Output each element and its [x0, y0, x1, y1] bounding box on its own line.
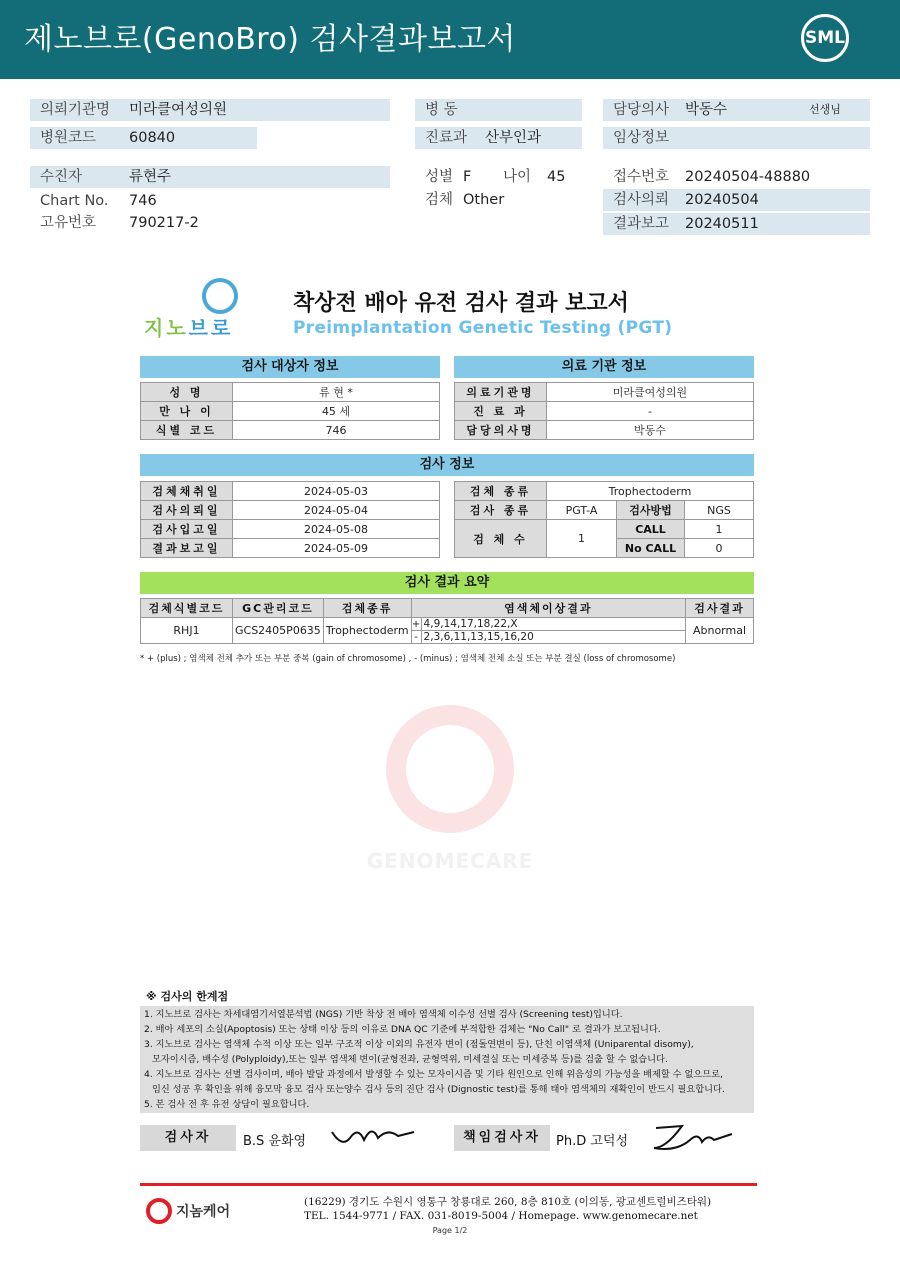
- limitations-title: ※ 검사의 한계점: [146, 990, 229, 1003]
- table-row: 검사입고일 2024-05-08: [141, 520, 440, 539]
- subject-table: [140, 382, 440, 440]
- receipt-field: 접수번호 20240504-48880: [603, 166, 870, 188]
- summary-header: 검사 결과 요약: [140, 572, 754, 594]
- summary-table: [140, 598, 754, 644]
- request-field: 검사의뢰 20240504: [603, 189, 870, 211]
- receipt-value: 20240504-48880: [685, 169, 811, 185]
- test-info-header: 검사 정보: [140, 454, 754, 476]
- tester-signature: [328, 1118, 418, 1154]
- loss-chromosomes: 2,3,6,11,13,15,16,20: [421, 631, 685, 644]
- table-row: 검 체 수 1 CALL 1: [455, 520, 754, 539]
- id-value: 790217-2: [129, 215, 199, 231]
- footer-divider: [140, 1183, 757, 1186]
- chief-signature: [646, 1118, 736, 1154]
- watermark-logo-icon: [386, 705, 514, 833]
- company-address: (16229) 경기도 수원시 영통구 창룡대로 260, 8층 810호 (이의동, 광교센트럴비즈타워) TEL. 1544-9771 / FAX. 031-8019-5004 / Homepage. www.genomecare.net: [304, 1196, 712, 1222]
- clinical-field: 임상정보: [603, 127, 870, 149]
- result-value: Abnormal: [686, 618, 754, 644]
- table-row: 검사 종류 PGT-A 검사방법 NGS: [455, 501, 754, 520]
- page-number: Page 1/2: [432, 1226, 468, 1235]
- table-row: 검체 종류 Trophectoderm: [455, 482, 754, 501]
- table-row: 검체채취일 2024-05-03: [141, 482, 440, 501]
- hospital-code-field: 병원코드 60840: [30, 127, 257, 149]
- table-row: 진 료 과 -: [455, 402, 754, 421]
- tester-label: 검사자: [140, 1125, 236, 1151]
- sml-logo: SML: [801, 14, 849, 62]
- table-row: 담당의사명 박동수: [455, 421, 754, 440]
- subject-info-header: 검사 대상자 정보: [140, 356, 440, 378]
- gain-chromosomes: 4,9,14,17,18,22,X: [421, 618, 685, 631]
- sex-value: F: [463, 169, 472, 185]
- patient-field: 수진자 류현주: [30, 166, 390, 188]
- test-dates-table: [140, 481, 440, 558]
- institution-table: [454, 382, 754, 440]
- specimen-field: 검체 Other: [415, 189, 582, 211]
- table-row: 만 나 이 45 세: [141, 402, 440, 421]
- table-row: RHJ1 GCS2405P0635 Trophectoderm + 4,9,14,17,18,22,X Abnormal: [141, 618, 754, 631]
- report-date-field: 결과보고 20240511: [603, 213, 870, 235]
- chart-field: Chart No. 746: [30, 190, 390, 212]
- table-row: 의료기관명 미라클여성의원: [455, 383, 754, 402]
- dept-value: 산부인과: [485, 130, 542, 146]
- hospital-code-value: 60840: [129, 130, 176, 146]
- dna-magnifier-icon: [202, 278, 238, 314]
- hospital-value: 미라클여성의원: [129, 102, 228, 118]
- report-header-bar: [0, 0, 900, 79]
- doctor-value: 박동수: [685, 102, 728, 118]
- table-row: 검사의뢰일 2024-05-04: [141, 501, 440, 520]
- report-title: 제노브로(GenoBro) 검사결과보고서: [24, 22, 516, 57]
- limitations-box: 1. 지노브로 검사는 차세대염기서열분석법 (NGS) 기반 착상 전 배아 염색체 이수성 선별 검사 (Screening test)입니다. 2. 배아 세포의 소실(Apoptosis) 또는 상태 이상 등의 이유로 DNA QC 기준에 부적합한 검체는 "No Call" 로 결과가 보고됩니다. 3. 지노브로 검사는 염색체 수적 이상 또는 일부 구조적 이상 이외의 유전자 변이 (점돌연변이 등), 단친 이염색체 (Uniparental disomy), 모자이시즘, 배수성 (Polyploidy),또는 일부 염색체 변이(균형전좌, 균형역위, 미세결실 또는 미세중복 등)를 검출 할 수 없습니다. 4. 지노브로 검사는 선별 검사이며, 배아 발달 과정에서 발생할 수 있는 모자이시즘 및 기타 원인으로 인해 위음성의 가능성을 배제할 수 없으므로, 임신 성공 후 확인을 위해 융모막 융모 검사 또는양수 검사 등의 진단 검사 (Dignostic test)를 통해 태아 염색체의 재확인이 반드시 필요합니다. 5. 본 검사 전 후 유전 상담이 필요합니다.: [140, 1006, 754, 1113]
- doctor-field: 담당의사 박동수 선생님: [603, 99, 870, 121]
- institution-info-header: 의료 기관 정보: [454, 356, 754, 378]
- genobro-logo: 지노브로: [140, 278, 252, 340]
- request-value: 20240504: [685, 192, 759, 208]
- report-date-value: 20240511: [685, 216, 759, 232]
- table-row: No CALL 0: [455, 539, 754, 558]
- tester-name: B.S 윤화영: [243, 1134, 307, 1149]
- company-name: 지놈케어: [176, 1204, 231, 1220]
- ward-field: 병 동: [415, 99, 582, 121]
- table-row: 식별 코드 746: [141, 421, 440, 440]
- chief-tester-name: Ph.D 고덕성: [556, 1134, 629, 1149]
- specimen-value: Other: [463, 192, 505, 208]
- genomecare-watermark: GENOMECARE: [386, 705, 514, 870]
- table-row: 결과보고일 2024-05-09: [141, 539, 440, 558]
- id-field: 고유번호 790217-2: [30, 212, 390, 234]
- pgt-report-title: 착상전 배아 유전 검사 결과 보고서: [293, 291, 629, 316]
- chart-value: 746: [129, 193, 157, 209]
- table-row: - 2,3,6,11,13,15,16,20: [141, 631, 754, 644]
- pgt-report-subtitle: Preimplantation Genetic Testing (PGT): [293, 318, 673, 338]
- patient-value: 류현주: [129, 169, 172, 185]
- table-row: 검체식별코드 GC관리코드 검체종류 염색체이상결과 검사결과: [141, 599, 754, 618]
- test-detail-table: [454, 481, 754, 558]
- sex-age-field: 성별 F 나이 45: [415, 166, 582, 188]
- table-row: 성 명 류 현 *: [141, 383, 440, 402]
- genomecare-logo-icon: [146, 1198, 172, 1224]
- hospital-field: 의뢰기관명 미라클여성의원: [30, 99, 390, 121]
- chief-tester-label: 책임검사자: [454, 1125, 550, 1151]
- age-value: 45: [547, 169, 566, 185]
- dept-field: 진료과 산부인과: [415, 127, 582, 149]
- summary-footnote: * + (plus) ; 염색체 전체 추가 또는 부분 중복 (gain of chromosome) , - (minus) ; 염색체 전체 소실 또는 부분 결실 (loss of chromosome): [140, 654, 676, 664]
